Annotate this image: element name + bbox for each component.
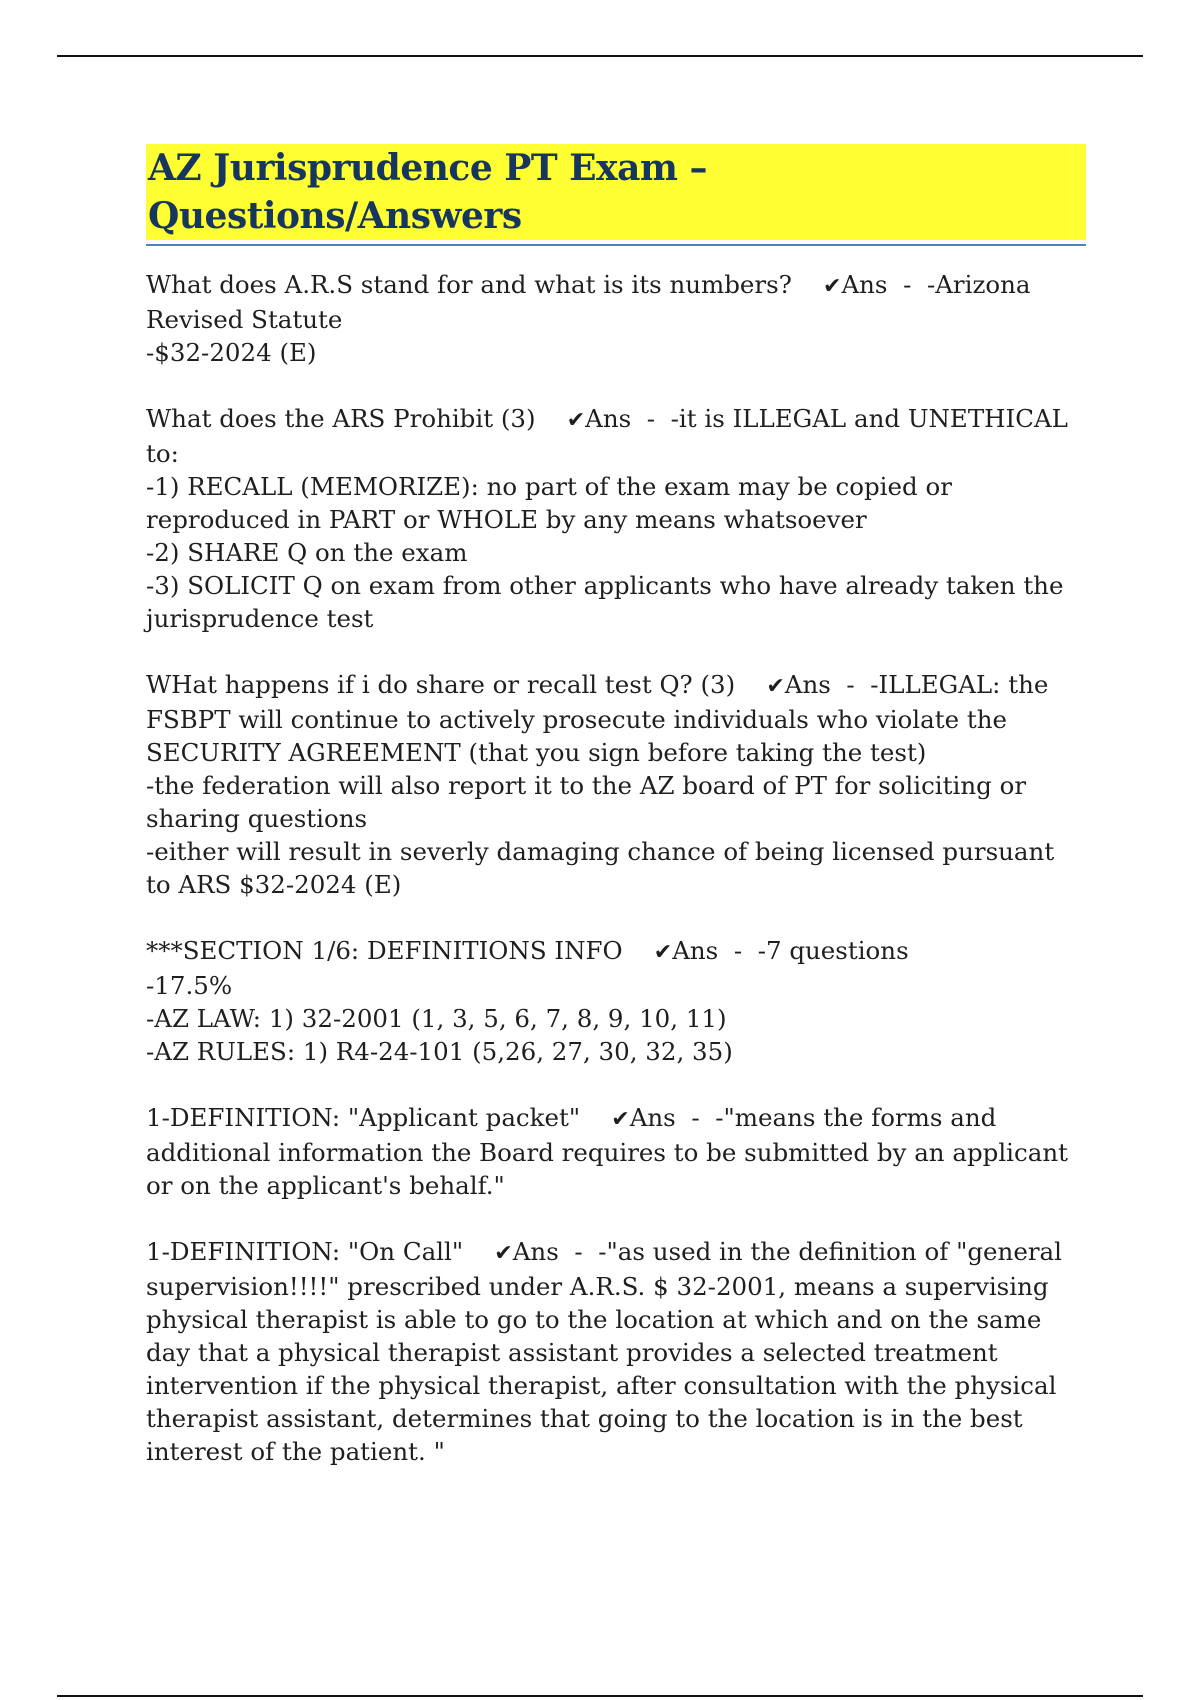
- document-body: [146, 144, 1086, 1501]
- checkmark-icon: ✔: [766, 674, 785, 699]
- qa-item: [146, 934, 1086, 1068]
- answer-line: -"as used in the definition of "general supervision!!!!" prescribed under A.R.S. $ 32-2001, means a supervising physical therapist is able to go to the location at which and on the same day that a physical therapist assistant provides a selected treatment intervention if the physical therapist, after consultation with the physical therapist assistant, determines that going to the location is in the best interest of the patient. ": [146, 1237, 1062, 1466]
- qa-item: [146, 1235, 1086, 1468]
- page-title: AZ Jurisprudence PT Exam – Questions/Answers: [146, 144, 1086, 240]
- question-text: 1-DEFINITION: "Applicant packet": [146, 1103, 581, 1132]
- ans-label: Ans: [585, 404, 632, 433]
- answer-line: -2) SHARE Q on the exam: [146, 538, 468, 567]
- question-text: 1-DEFINITION: "On Call": [146, 1237, 464, 1266]
- answer-line: -the federation will also report it to the AZ board of PT for soliciting or sharing questions: [146, 771, 1027, 833]
- qa-item: [146, 1101, 1086, 1202]
- qa-first-line: What does A.R.S stand for and what is its numbers? ✔Ans - -Arizona Revised Statute: [146, 270, 1031, 334]
- qa-first-line: 1-DEFINITION: "On Call" ✔Ans - -"as used in the definition of "general supervision!!!!" prescribed under A.R.S. $ 32-2001, means a supervising physical therapist is able to go to the location at which and on the same day that a physical therapist assistant provides a selected treatment intervention if the physical therapist, after consultation with the physical therapist assistant, determines that going to the location is in the best interest of the patient. ": [146, 1237, 1062, 1466]
- answer-line: -"means the forms and additional information the Board requires to be submitted by an applicant or on the applicant's behalf.": [146, 1103, 1068, 1200]
- question-text: WHat happens if i do share or recall test Q? (3): [146, 670, 736, 699]
- ans-label: Ans: [629, 1103, 676, 1132]
- answer-line: -either will result in severly damaging chance of being licensed pursuant to ARS $32-2024 (E): [146, 837, 1055, 899]
- answer-line: -Arizona Revised Statute: [146, 270, 1031, 334]
- answer-line: -$32-2024 (E): [146, 338, 317, 367]
- qa-first-line: 1-DEFINITION: "Applicant packet" ✔Ans - -"means the forms and additional information the Board requires to be submitted by an applicant or on the applicant's behalf.": [146, 1103, 1068, 1200]
- question-text: What does A.R.S stand for and what is its numbers?: [146, 270, 792, 299]
- answer-line: -ILLEGAL: the FSBPT will continue to actively prosecute individuals who violate the SECURITY AGREEMENT (that you sign before taking the test): [146, 670, 1049, 767]
- checkmark-icon: ✔: [823, 274, 842, 299]
- qa-first-line: WHat happens if i do share or recall test Q? (3) ✔Ans - -ILLEGAL: the FSBPT will continue to actively prosecute individuals who violate the SECURITY AGREEMENT (that you sign before taking the test): [146, 670, 1049, 767]
- answer-line: -1) RECALL (MEMORIZE): no part of the exam may be copied or reproduced in PART or WHOLE by any means whatsoever: [146, 472, 952, 534]
- qa-item: [146, 402, 1086, 635]
- checkmark-icon: ✔: [566, 408, 586, 433]
- checkmark-icon: ✔: [494, 1241, 513, 1266]
- ans-label: Ans: [784, 670, 831, 699]
- question-text: What does the ARS Prohibit (3): [146, 404, 536, 433]
- qa-item: [146, 268, 1086, 369]
- answer-line: -it is ILLEGAL and UNETHICAL to:: [146, 404, 1068, 468]
- qa-item: [146, 668, 1086, 901]
- qa-first-line: ***SECTION 1/6: DEFINITIONS INFO ✔Ans - -7 questions: [146, 936, 909, 965]
- answer-line: -AZ RULES: 1) R4-24-101 (5,26, 27, 30, 32, 35): [146, 1037, 733, 1066]
- answer-line: -3) SOLICIT Q on exam from other applicants who have already taken the jurisprudence test: [146, 571, 1064, 633]
- question-text: ***SECTION 1/6: DEFINITIONS INFO: [146, 936, 623, 965]
- checkmark-icon: ✔: [653, 940, 673, 965]
- answer-line: -17.5%: [146, 971, 233, 1000]
- qa-first-line: What does the ARS Prohibit (3) ✔Ans - -it is ILLEGAL and UNETHICAL to:: [146, 404, 1068, 468]
- checkmark-icon: ✔: [611, 1107, 630, 1132]
- ans-label: Ans: [672, 936, 719, 965]
- ans-label: Ans: [841, 270, 888, 299]
- answer-line: -7 questions: [757, 936, 909, 965]
- ans-label: Ans: [512, 1237, 559, 1266]
- answer-line: -AZ LAW: 1) 32-2001 (1, 3, 5, 6, 7, 8, 9, 10, 11): [146, 1004, 727, 1033]
- footer-rule: [57, 1695, 1143, 1697]
- header-rule: [57, 55, 1143, 57]
- qa-list: [146, 268, 1086, 1468]
- title-underline: [146, 144, 1086, 246]
